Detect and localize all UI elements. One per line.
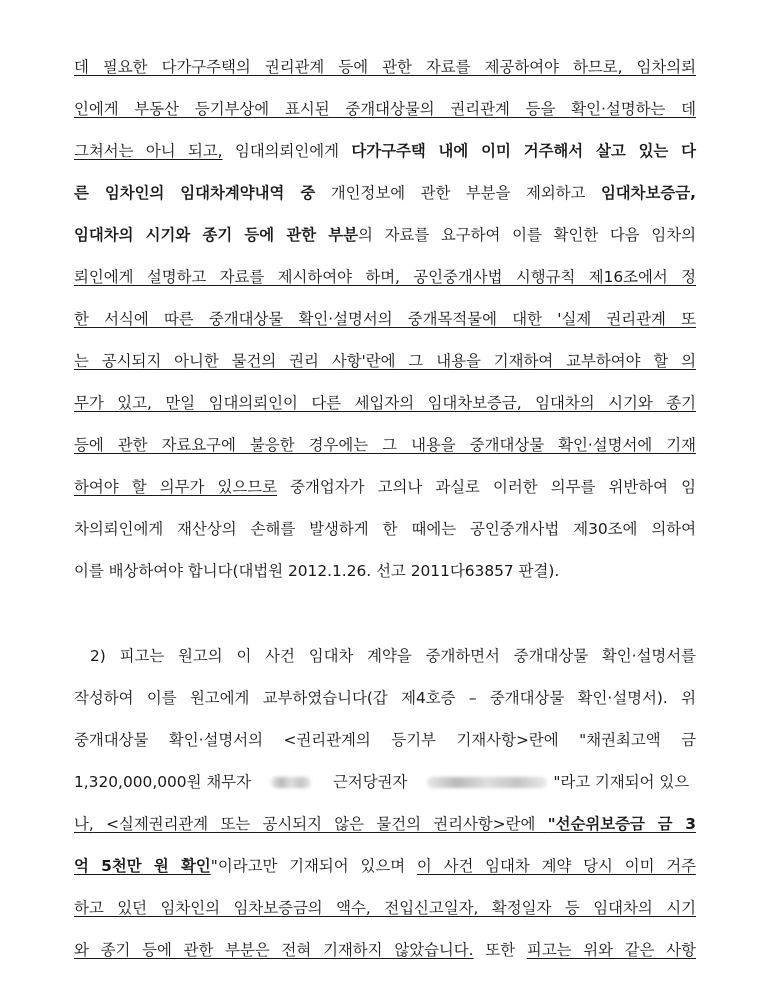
bold-span: 임대차의 시기와 종기 등에 관한 부분: [74, 226, 358, 244]
p1-line-5: [74, 224, 696, 248]
text-span: 개인정보에 관한 부분을 제외하고: [315, 184, 601, 202]
text-span: 그쳐서는 아니 되고,: [74, 142, 223, 160]
p2-line-6: [74, 855, 696, 879]
bold-span: 임대차보증금,: [600, 184, 696, 202]
p1-line-11: [74, 476, 696, 500]
text-span: 나,: [74, 815, 94, 833]
p2-line-5: [74, 813, 696, 837]
text-span: "이라고만 기재되어 있으며: [210, 857, 417, 875]
p1-line-3: [74, 140, 696, 164]
p1-line-8: 는 공시되지 아니한 물건의 권리 사항'란에 그 내용을 기재하여 교부하여야 할 의: [74, 352, 696, 370]
text-span: 또한: [473, 941, 527, 959]
p1-line-1: 데 필요한 다가구주택의 권리관계 등에 관한 자료를 제공하여야 하므로, 임차의뢰: [74, 58, 696, 76]
p2-line-1: 2) 피고는 원고의 이 사건 임대차 계약을 중개하면서 중개대상물 확인·설명서를: [90, 647, 696, 665]
redacted-name: [427, 777, 547, 788]
text-span: 1,320,000,000원 채무자: [74, 773, 251, 791]
text-span: 와 종기 등에 관한 부분은 전혀 기재하지 않았습니다.: [74, 941, 474, 959]
bold-span: 다가구주택 내에 이미 거주해서 살고 있는 다: [351, 142, 697, 160]
p1-line-12: 차의뢰인에게 재산상의 손해를 발생하게 한 때에는 공인중개사법 제30조에 의하여: [74, 520, 696, 538]
text-span: <실제권리관계 또는 공시되지 않은 물건의 권리사항>란에: [93, 815, 548, 833]
text-span: 임대의뢰인에게: [222, 142, 352, 160]
text-span: 의 자료를 요구하여 이를 확인한 다음 임차의: [358, 226, 696, 244]
bold-span: 억 5천만 원 확인: [74, 857, 211, 875]
p2-line-2: 작성하여 이를 원고에게 교부하였습니다(갑 제4호증 – 중개대상물 확인·설명서). 위: [74, 689, 696, 707]
p1-line-4: [74, 182, 696, 206]
bold-span: 른 임차인의 임대차계약내역 중: [74, 184, 316, 202]
p1-line-2: 인에게 부동산 등기부상에 표시된 중개대상물의 권리관계 등을 확인·설명하는 데: [74, 100, 696, 118]
p2-line-4: [74, 771, 696, 795]
redacted-name: [271, 777, 311, 788]
p1-line-9: 무가 있고, 만일 임대의뢰인이 다른 세입자의 임대차보증금, 임대차의 시기와 종기: [74, 394, 696, 412]
p1-line-10: 등에 관한 자료요구에 불응한 경우에는 그 내용을 중개대상물 확인·설명서에 기재: [74, 436, 696, 454]
p1-line-6: 뢰인에게 설명하고 자료를 제시하여야 하며, 공인중개사법 시행규칙 제16조에서 정: [74, 268, 696, 286]
text-span: 피고는 위와 같은 사항: [526, 941, 696, 959]
p2-line-3: 중개대상물 확인·설명서의 <권리관계의 등기부 기재사항>란에 "채권최고액 금: [74, 731, 696, 749]
text-span: 이 사건 임대차 계약 당시 이미 거주: [416, 857, 697, 875]
p2-line-7: 하고 있던 임차인의 임차보증금의 액수, 전입신고일자, 확정일자 등 임대차의 시기: [74, 899, 696, 917]
bold-span: "선순위보증금 금 3: [547, 815, 696, 833]
p1-line-13: 이를 배상하여야 합니다(대법원 2012.1.26. 선고 2011다63857 판결).: [74, 562, 560, 580]
p2-line-8: [74, 939, 696, 963]
text-span: 중개업자가 고의나 과실로 이러한 의무를 위반하여 임: [276, 478, 697, 496]
text-span: 근저당권자: [332, 773, 408, 791]
text-span: "라고 기재되어 있으: [553, 773, 690, 791]
p1-line-7: 한 서식에 따른 중개대상물 확인·설명서의 중개목적물에 대한 '실제 권리관계 또: [74, 310, 696, 328]
text-span: 하여야 할 의무가 있으므로: [74, 478, 277, 496]
